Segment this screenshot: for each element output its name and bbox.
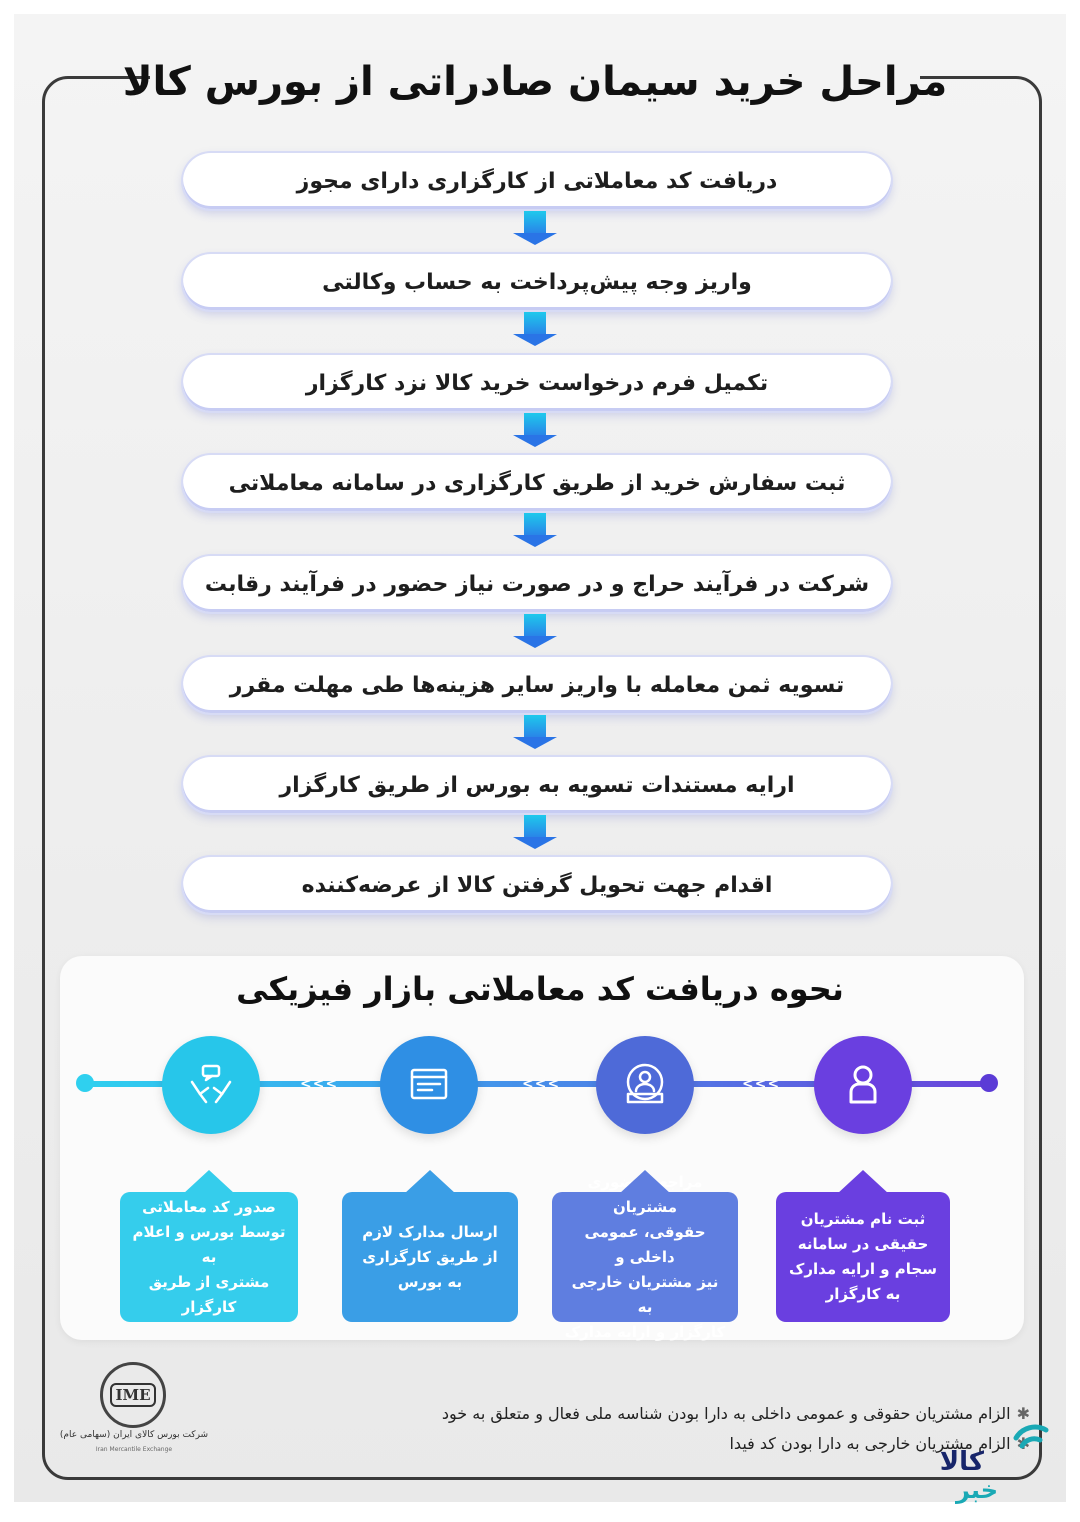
down-arrow-icon <box>513 614 557 658</box>
document-window-icon <box>380 1036 478 1134</box>
stage-card-3 <box>342 1192 518 1322</box>
company-name-fa: شرکت بورس کالای ایران (سهامی عام) <box>59 1430 209 1440</box>
stage-card-4 <box>120 1192 298 1322</box>
title-container <box>122 50 948 114</box>
chevrons-icon: <<< <box>742 1076 781 1092</box>
step-4: ثبت سفارش خرید از طریق کارگزاری در سامانه معاملاتی <box>183 455 891 511</box>
bullet-icon: ✱ <box>1016 1404 1030 1423</box>
note-2-text: الزام مشتریان خارجی به دارا بودن کد فیدا <box>729 1434 1011 1453</box>
stage-card-1-text: ثبت نام مشتریان حقیقی در سامانه سجام و ارایه مدارک به کارگزار <box>789 1210 937 1303</box>
down-arrow-icon <box>513 715 557 759</box>
step-2: واریز وجه پیش‌پرداخت به حساب وکالتی <box>183 254 891 310</box>
step-7: ارایه مستندات تسویه به بورس از طریق کارگزار <box>183 757 891 813</box>
down-arrow-icon <box>513 211 557 255</box>
stage-card-1 <box>776 1192 950 1322</box>
stage-card-2 <box>552 1172 738 1341</box>
timeline-end-dot <box>980 1074 998 1092</box>
hands-chat-icon <box>162 1036 260 1134</box>
bullet-icon: ✱ <box>1016 1434 1030 1453</box>
step-5: شرکت در فرآیند حراج و در صورت نیاز حضور در فرآیند رقابت <box>183 556 891 612</box>
company-name-en: Iran Mercantile Exchange <box>95 1446 173 1453</box>
down-arrow-icon <box>513 513 557 557</box>
reception-desk-icon <box>596 1036 694 1134</box>
step-1: دریافت کد معاملاتی از کارگزاری دارای مجوز <box>183 153 891 209</box>
stage-card-3-text: ارسال مدارک لازم از طریق کارگزاری به بورس <box>362 1222 498 1291</box>
physical-market-title: نحوه دریافت کد معاملاتی بازار فیزیکی <box>236 970 844 1008</box>
down-arrow-icon <box>513 413 557 457</box>
note-1-text: الزام مشتریان حقوقی و عمومی داخلی به دارا بودن شناسه ملی فعال و متعلق به خود <box>441 1404 1011 1423</box>
stage-card-4-text: صدور کد معاملاتی توسط بورس و اعلام به مشتری از طریق کارگزار <box>132 1197 286 1316</box>
person-icon <box>814 1036 912 1134</box>
page-title: مراحل خرید سیمان صادراتی از بورس کالا <box>122 59 948 105</box>
ime-logo: IME <box>100 1362 166 1428</box>
down-arrow-icon <box>513 815 557 859</box>
chevrons-icon: <<< <box>300 1076 339 1092</box>
stage-card-2-text: مراجعه حضوری مشتریان حقوقی، عمومی داخلی و نیز مشتریان خارجی به کارگزار و ارایه مدارک <box>564 1172 726 1341</box>
step-6: تسویه ثمن معامله با واریز سایر هزینه‌ها طی مهلت مقرر <box>183 657 891 713</box>
timeline-start-dot <box>76 1074 94 1092</box>
chevrons-icon: <<< <box>522 1076 561 1092</box>
step-3: تکمیل فرم درخواست خرید کالا نزد کارگزار <box>183 355 891 411</box>
step-8: اقدام جهت تحویل گرفتن کالا از عرضه‌کننده <box>183 857 891 913</box>
svg-text:کالا: کالا <box>939 1447 984 1477</box>
kalakhabar-watermark-logo <box>939 1412 1056 1504</box>
note-1 <box>442 1404 1030 1423</box>
down-arrow-icon <box>513 312 557 356</box>
svg-text:خبر: خبر <box>955 1476 998 1504</box>
